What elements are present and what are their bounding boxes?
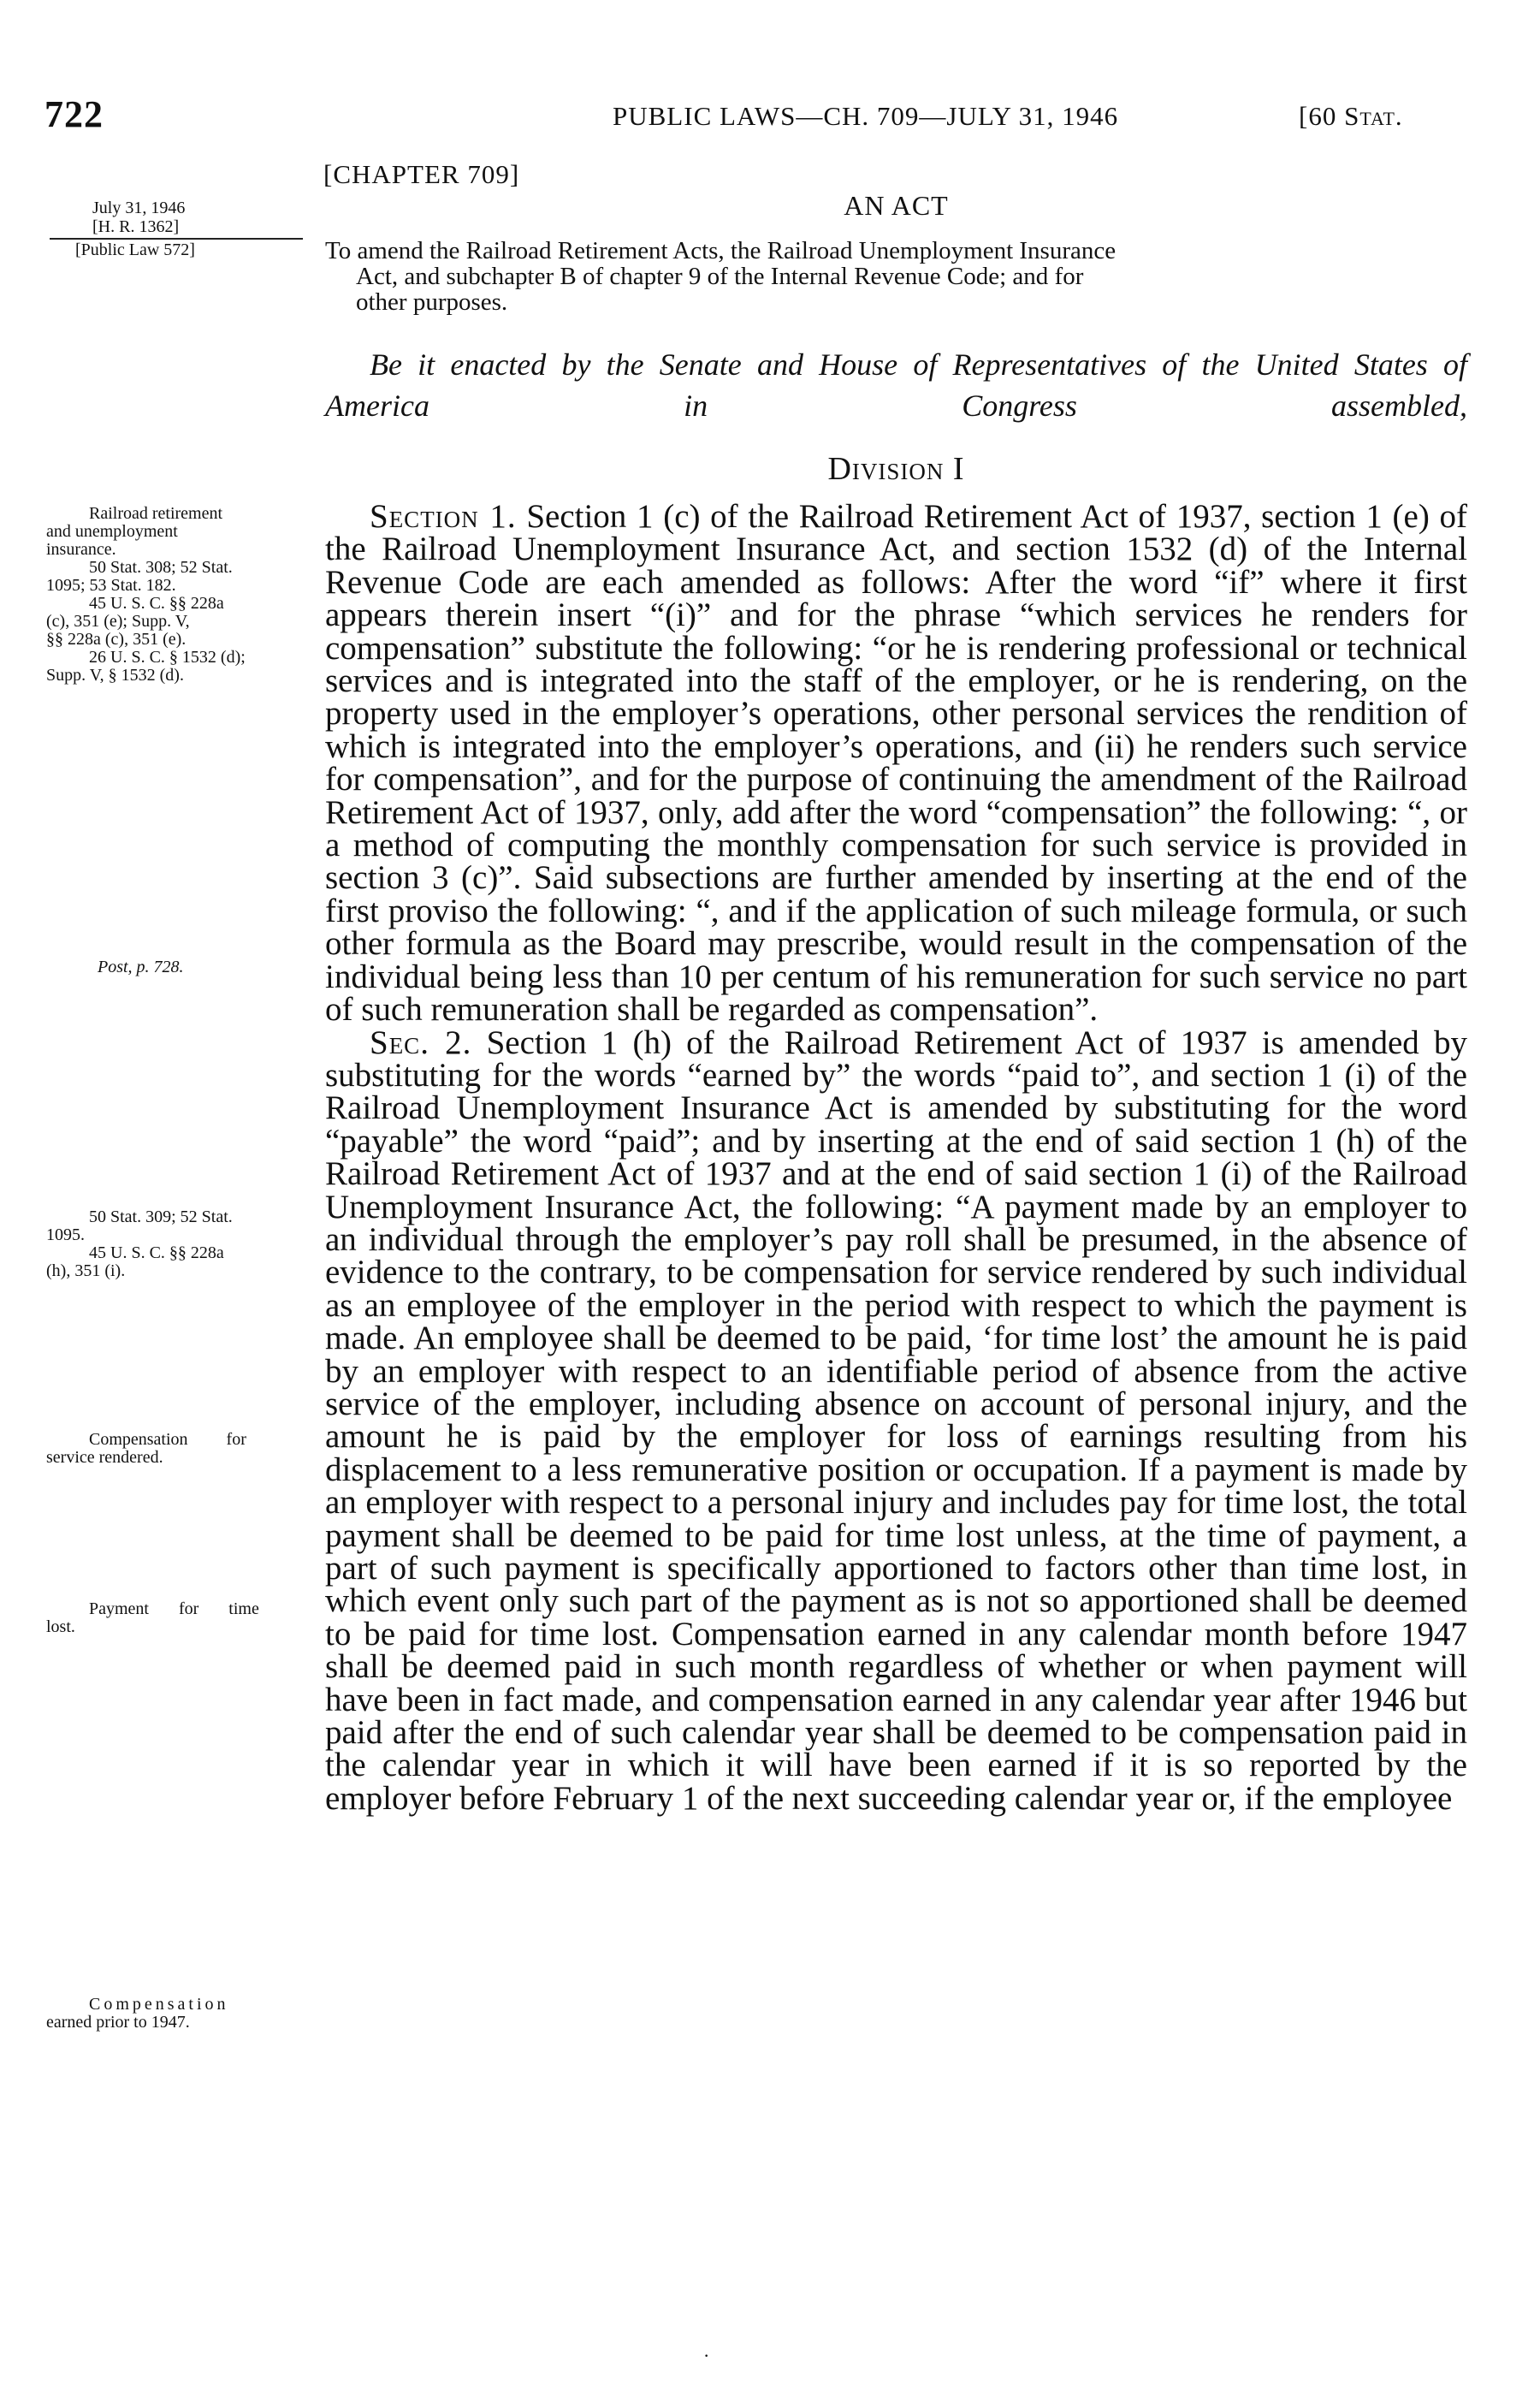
margin-citation: Post, p. 728. [98,958,184,976]
footer-mark: · [703,2345,710,2366]
margin-citation: §§ 228a (c), 351 (e). [46,630,187,649]
purpose-line: Act, and subchapter B of chapter 9 of the Internal Revenue Code; and for [356,263,1084,290]
margin-note-compensation-1947 [46,1996,313,2032]
margin-citation: Supp. V, § 1532 (d). [46,666,184,685]
margin-citation: 26 U. S. C. § 1532 (d); [89,648,246,667]
section-2-paragraph [325,1024,1467,1817]
margin-note-railroad [46,505,313,685]
margin-heading: insurance. [46,540,116,559]
bill-info [50,199,311,259]
section-1-text: Section 1 (c) of the Railroad Retirement Act of 1937, section 1 (e) of the Railroad Unemployment Insurance Act, and section 1532 (d) of the Internal Revenue Code are each amended as follows: After the word “if” where it first appears therein insert “(i)” and for the phrase “which services he renders for compensation” substitute the following: “or he is rendering professional or technical services and is integrated into the staff of the employer, or he is rendering, on the property used in the employer’s operations, other personal services the rendition of which is integrated into the employer’s operations, and (ii) he renders such service for compensation”, and for the purpose of continuing the amendment of the Railroad Retirement Act of 1937, only, add after the word “compensation” the following: “, or a method of computing the monthly compensation for such service is provided in section 3 (c)”. Said subsections are further amended by inserting at the end of the first proviso the following: “, and if the application of such mileage formula, or such other formula as the Board may prescribe, would result in the compensation of the individual being less than 10 per centum of his remuneration for such service no part of such remuneration shall be regarded as compensation”. [325,498,1467,1029]
section-2-label: Sec. 2. [370,1024,472,1061]
margin-note-sec2-citations [46,1208,313,1280]
margin-citation: 45 U. S. C. §§ 228a [89,1243,224,1262]
act-purpose [325,238,1467,315]
chapter-heading: [CHAPTER 709] [323,159,520,189]
enacting-clause: Be it enacted by the Senate and House of Representatives of the United States of America in Congress assembled, [325,347,1467,423]
margin-heading: and unemployment [46,522,178,541]
volume-reference: [60 Stat. [1299,101,1403,131]
section-1-label: Section 1. [370,498,517,535]
margin-heading: earned prior to 1947. [46,2013,190,2032]
margin-heading: Compensation for [89,1430,246,1449]
running-head: PUBLIC LAWS—CH. 709—JULY 31, 1946 [613,101,1119,131]
margin-citation: 1095; 53 Stat. 182. [46,576,176,595]
bill-date: July 31, 1946 [92,199,186,217]
margin-citation: (c), 351 (e); Supp. V, [46,612,190,631]
purpose-line: other purposes. [356,288,508,316]
margin-citation: (h), 351 (i). [46,1261,126,1280]
page-number: 722 [44,93,104,135]
margin-heading: Payment for time [89,1599,259,1618]
margin-citation: 45 U. S. C. §§ 228a [89,594,224,613]
division-heading: Division I [827,451,965,487]
purpose-line: To amend the Railroad Retirement Acts, the Railroad Unemployment Insurance [325,237,1116,264]
margin-note-compensation-service [46,1431,313,1467]
statute-body [325,498,1467,1817]
margin-heading: Compensation [89,1995,229,2014]
section-1-paragraph [325,498,1467,1029]
margin-citation: 50 Stat. 308; 52 Stat. [89,558,233,577]
section-2-text: Section 1 (h) of the Railroad Retirement Act of 1937 is amended by substituting for the words “earned by” the words “paid to”, and section 1 (i) of the Railroad Unemployment Insurance Act is amended by substituting for the word “payable” the word “paid”; and by inserting at the end of said section 1 (h) of the Railroad Retirement Act of 1937 and at the end of said section 1 (i) of the Railroad Unemployment Insurance Act, the following: “A payment made by an employer to an individual through the employer’s pay roll shall be presumed, in the absence of evidence to the contrary, to be compensation for service rendered by such individual as an employee of the employer in the period with respect to which the payment is made. An employee shall be deemed to be paid, ‘for time lost’ the amount he is paid by an employer with respect to an identifiable period of absence from the active service of the employer, including absence on account of personal injury, and the amount he is paid by the employer for loss of earnings resulting from his displacement to a less remunerative position or occupation. If a payment is made by an employer with respect to a personal injury and includes pay for time lost, the total payment shall be deemed to be paid for time lost unless, at the time of payment, a part of such payment is specifically apportioned to factors other than time lost, in which event only such part of the payment as is not so apportioned shall be deemed to be paid for time lost. Compensation earned in any calendar month before 1947 shall be deemed paid in such month regardless of whether or when payment will have been in fact made, and compensation earned in any calendar year after 1946 but paid after the end of such calendar year shall be deemed to be compensation paid in the calendar year in which it will have been earned if it is so reported by the employer before February 1 of the next succeeding calendar year or, if the employee [325,1024,1467,1817]
margin-heading: Railroad retirement [89,504,223,523]
margin-citation: 1095. [46,1225,85,1244]
margin-heading: lost. [46,1617,75,1636]
margin-note-payment-time-lost [46,1600,313,1636]
margin-heading: service rendered. [46,1448,163,1467]
bill-info-rule [50,238,303,240]
bill-number: [H. R. 1362] [92,217,180,236]
act-title: AN ACT [844,190,949,221]
margin-citation: 50 Stat. 309; 52 Stat. [89,1207,233,1226]
public-law-number: [Public Law 572] [75,240,195,259]
